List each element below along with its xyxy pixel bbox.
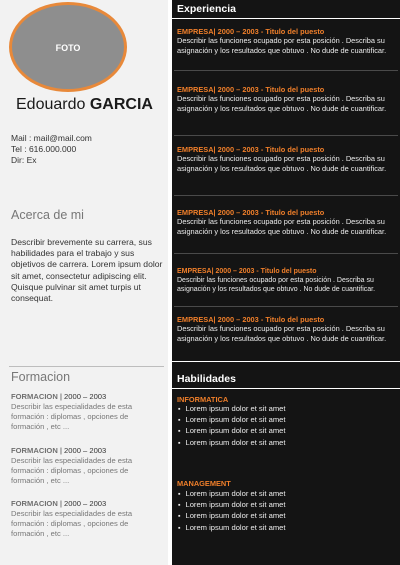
skills-top-line xyxy=(172,361,400,362)
job-separator xyxy=(174,135,398,136)
job-desc: Describir las funciones ocupado por esta posición . Describa su asignación y los resultados que obtuvo . No dude de cuantificar. xyxy=(177,217,387,236)
education-institution: FORMACION xyxy=(11,446,58,455)
skill-list xyxy=(178,489,286,534)
experience-title-underline xyxy=(172,18,400,19)
skill-item: ▪ Lorem ipsum dolor et sit amet xyxy=(178,511,286,522)
skill-list xyxy=(178,404,286,449)
education-years: | 2000 – 2003 xyxy=(57,446,107,455)
education-years: | 2000 – 2003 xyxy=(57,499,107,508)
skill-item: ▪ Lorem ipsum dolor et sit amet xyxy=(178,438,286,449)
about-title: Acerca de mi xyxy=(11,208,84,222)
job-title: EMPRESA| 2000 – 2003 - Titulo del puesto xyxy=(177,27,325,36)
skill-group-title: MANAGEMENT xyxy=(177,479,231,488)
job-title: EMPRESA| 2000 – 2003 - Titulo del puesto xyxy=(177,315,325,324)
job-entry xyxy=(177,145,395,173)
education-item xyxy=(11,446,161,486)
education-item xyxy=(11,392,161,432)
job-desc: Describir las funciones ocupado por esta posición . Describa su asignación y los resultados que obtuvo . No dude de cuantificar. xyxy=(177,324,387,343)
education-institution: FORMACION xyxy=(11,499,58,508)
contact-info xyxy=(11,133,92,166)
job-separator xyxy=(174,195,398,196)
job-entry xyxy=(177,315,395,343)
skill-item: ▪ Lorem ipsum dolor et sit amet xyxy=(178,415,286,426)
first-name: Edouardo xyxy=(16,96,86,113)
about-text: Describir brevemente su carrera, sus habilidades para el trabajo y sus objetivos de carrera. Lorem ipsum dolor sit amet, consectetur adipiscing elit. Quisque pulvinar sit amet turpis ut consequat. xyxy=(11,237,163,304)
contact-mail: Mail : mail@mail.com xyxy=(11,133,92,143)
job-entry xyxy=(177,85,395,113)
skill-group-title: INFORMATICA xyxy=(177,395,229,404)
job-separator xyxy=(174,253,398,254)
job-entry xyxy=(177,208,395,236)
job-desc: Describir las funciones ocupado por esta posición . Describa su asignación y los resultados que obtuvo . No dude de cuantificar. xyxy=(177,94,387,113)
skill-item: ▪ Lorem ipsum dolor et sit amet xyxy=(178,404,286,415)
contact-dir: Dir: Ex xyxy=(11,155,37,165)
job-desc: Describir las funciones ocupado por esta posición . Describa su asignación y los resultados que obtuvo . No dude de cuantificar. xyxy=(177,277,376,294)
skills-title: Habilidades xyxy=(177,373,236,385)
education-title: Formacion xyxy=(11,370,71,384)
job-entry xyxy=(177,267,395,295)
job-title: EMPRESA| 2000 – 2003 - Titulo del puesto xyxy=(177,208,325,217)
skill-item: ▪ Lorem ipsum dolor et sit amet xyxy=(178,426,286,437)
section-divider xyxy=(9,366,164,367)
education-desc: Describir las especialidades de esta formación : diplomas , opciones de formación , etc ... xyxy=(11,456,133,485)
job-desc: Describir las funciones ocupado por esta posición . Describa su asignación y los resultados que obtuvo . No dude de cuantificar. xyxy=(177,36,387,55)
education-desc: Describir las especialidades de esta formación : diplomas , opciones de formación , etc ... xyxy=(11,402,133,431)
job-title: EMPRESA| 2000 – 2003 - Titulo del puesto xyxy=(177,85,325,94)
job-desc: Describir las funciones ocupado por esta posición . Describa su asignación y los resultados que obtuvo . No dude de cuantificar. xyxy=(177,154,387,173)
education-desc: Describir las especialidades de esta formación : diplomas , opciones de formación , etc ... xyxy=(11,509,133,538)
skill-item: ▪ Lorem ipsum dolor et sit amet xyxy=(178,489,286,500)
experience-title: Experiencia xyxy=(177,3,236,15)
photo-label: FOTO xyxy=(55,43,81,53)
job-entry xyxy=(177,27,395,55)
skills-title-underline xyxy=(172,388,400,389)
job-separator xyxy=(174,70,398,71)
education-item xyxy=(11,499,161,539)
job-title: EMPRESA| 2000 – 2003 - Titulo del puesto xyxy=(177,145,325,154)
contact-tel: Tel : 616.000.000 xyxy=(11,144,77,154)
education-years: | 2000 – 2003 xyxy=(57,392,107,401)
last-name: GARCIA xyxy=(89,96,153,113)
skill-item: ▪ Lorem ipsum dolor et sit amet xyxy=(178,523,286,534)
skill-item: ▪ Lorem ipsum dolor et sit amet xyxy=(178,500,286,511)
job-title: EMPRESA| 2000 – 2003 - Titulo del puesto xyxy=(177,268,317,275)
full-name xyxy=(16,96,153,114)
job-separator xyxy=(174,306,398,307)
profile-photo xyxy=(9,2,127,92)
education-institution: FORMACION xyxy=(11,392,58,401)
